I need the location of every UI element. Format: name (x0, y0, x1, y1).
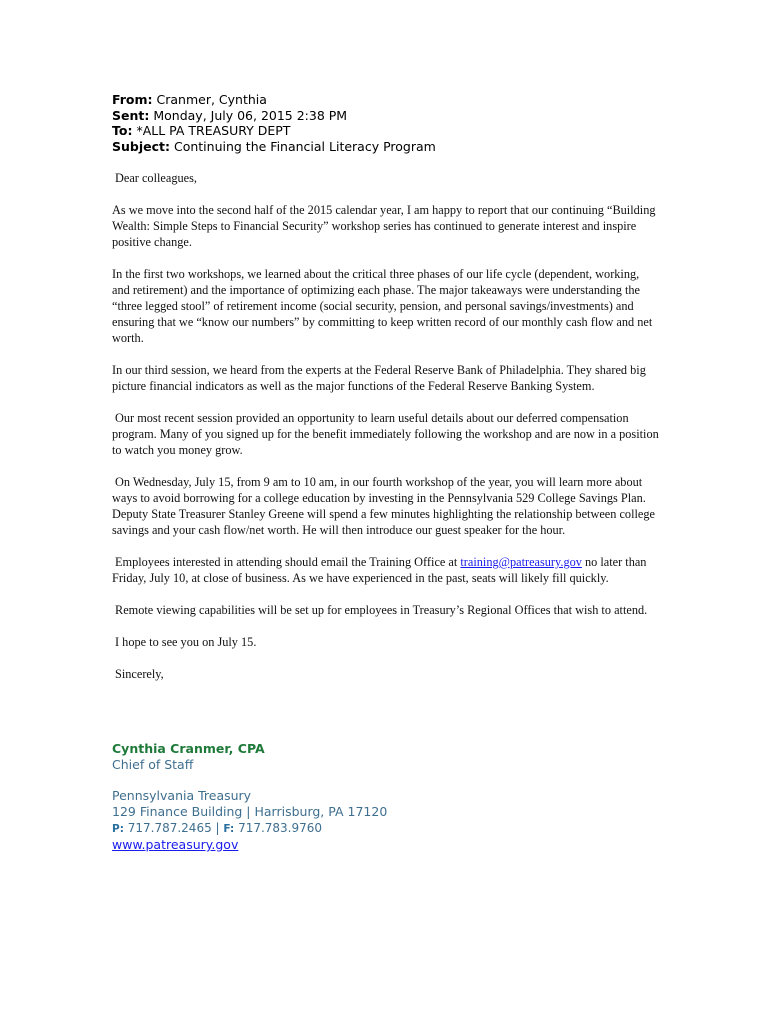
phone-number: 717.787.2465 (127, 821, 212, 835)
closing: Sincerely, (115, 667, 164, 681)
paragraph-registration (112, 554, 660, 586)
email-header (112, 92, 672, 154)
website-link[interactable]: www.patreasury.gov (112, 837, 239, 852)
sent-label: Sent: (112, 107, 150, 123)
signature-title: Chief of Staff (112, 757, 194, 772)
paragraph-recent-session: Our most recent session provided an opportunity to learn useful details about our deferred compensation program. Many of you signed up for the benefit immediately following the workshop and are now in a position to watch you money grow. (112, 411, 659, 457)
signature-block (112, 741, 672, 853)
phone-label: P: (112, 823, 124, 835)
to-value: *ALL PA TREASURY DEPT (136, 123, 291, 138)
greeting: Dear colleagues, (115, 171, 197, 185)
signature-name: Cynthia Cranmer, CPA (112, 741, 265, 756)
paragraph-third-session: In our third session, we heard from the experts at the Federal Reserve Bank of Philadelphia. They shared big picture financial indicators as well as the major functions of the Federal Reserve Banking System. (112, 363, 646, 393)
fax-label: F: (223, 823, 235, 835)
training-email-link[interactable]: training@patreasury.gov (460, 555, 582, 569)
registration-text-end: no later than Friday, July 10, at close of business. As we have experienced in the past, seats will likely fill quickly. (112, 555, 647, 585)
paragraph-first-workshops: In the first two workshops, we learned about the critical three phases of our life cycle (dependent, working, and retirement) and the importance of optimizing each phase. The major takeaways were understanding the “three legged stool” of retirement income (social security, pension, and personal savings/investments) and ensuring that we “know our numbers” by committing to keep written record of our monthly cash flow and net worth. (112, 267, 653, 345)
paragraph-remote-viewing: Remote viewing capabilities will be set up for employees in Treasury’s Regional Offices that wish to attend. (115, 603, 648, 617)
from-line (112, 92, 672, 108)
sent-line (112, 108, 672, 124)
fax-number: 717.783.9760 (238, 821, 323, 835)
sent-value: Monday, July 06, 2015 2:38 PM (153, 107, 348, 123)
subject-value: Continuing the Financial Literacy Program (173, 138, 436, 154)
paragraph-closing-remark: I hope to see you on July 15. (115, 635, 257, 649)
paragraph-intro: As we move into the second half of the 2015 calendar year, I am happy to report that our continuing “Building Wealth: Simple Steps to Financial Security” workshop series has continued to generate interest and inspire positive change. (112, 203, 656, 249)
signature-org: Pennsylvania Treasury (112, 788, 252, 803)
subject-line (112, 139, 672, 155)
subject-label: Subject: (112, 138, 170, 154)
paragraph-fourth-workshop: On Wednesday, July 15, from 9 am to 10 am, in our fourth workshop of the year, you will learn more about ways to avoid borrowing for a college education by investing in the Pennsylvania 529 College Savings Plan. Deputy State Treasurer Stanley Greene will spend a few minutes highlighting the relationship between college savings and your cash flow/net worth. He will then introduce our guest speaker for the hour. (112, 475, 655, 537)
from-value: Cranmer, Cynthia (156, 92, 267, 107)
signature-address: 129 Finance Building | Harrisburg, PA 17120 (112, 804, 388, 819)
to-line (112, 123, 672, 139)
email-body (112, 170, 660, 698)
from-label: From: (112, 92, 153, 107)
signature-phone-line (112, 820, 672, 837)
phone-separator: | (215, 821, 220, 835)
signature-website (112, 837, 672, 853)
to-label: To: (112, 123, 133, 138)
registration-text: Employees interested in attending should email the Training Office at (115, 555, 458, 569)
